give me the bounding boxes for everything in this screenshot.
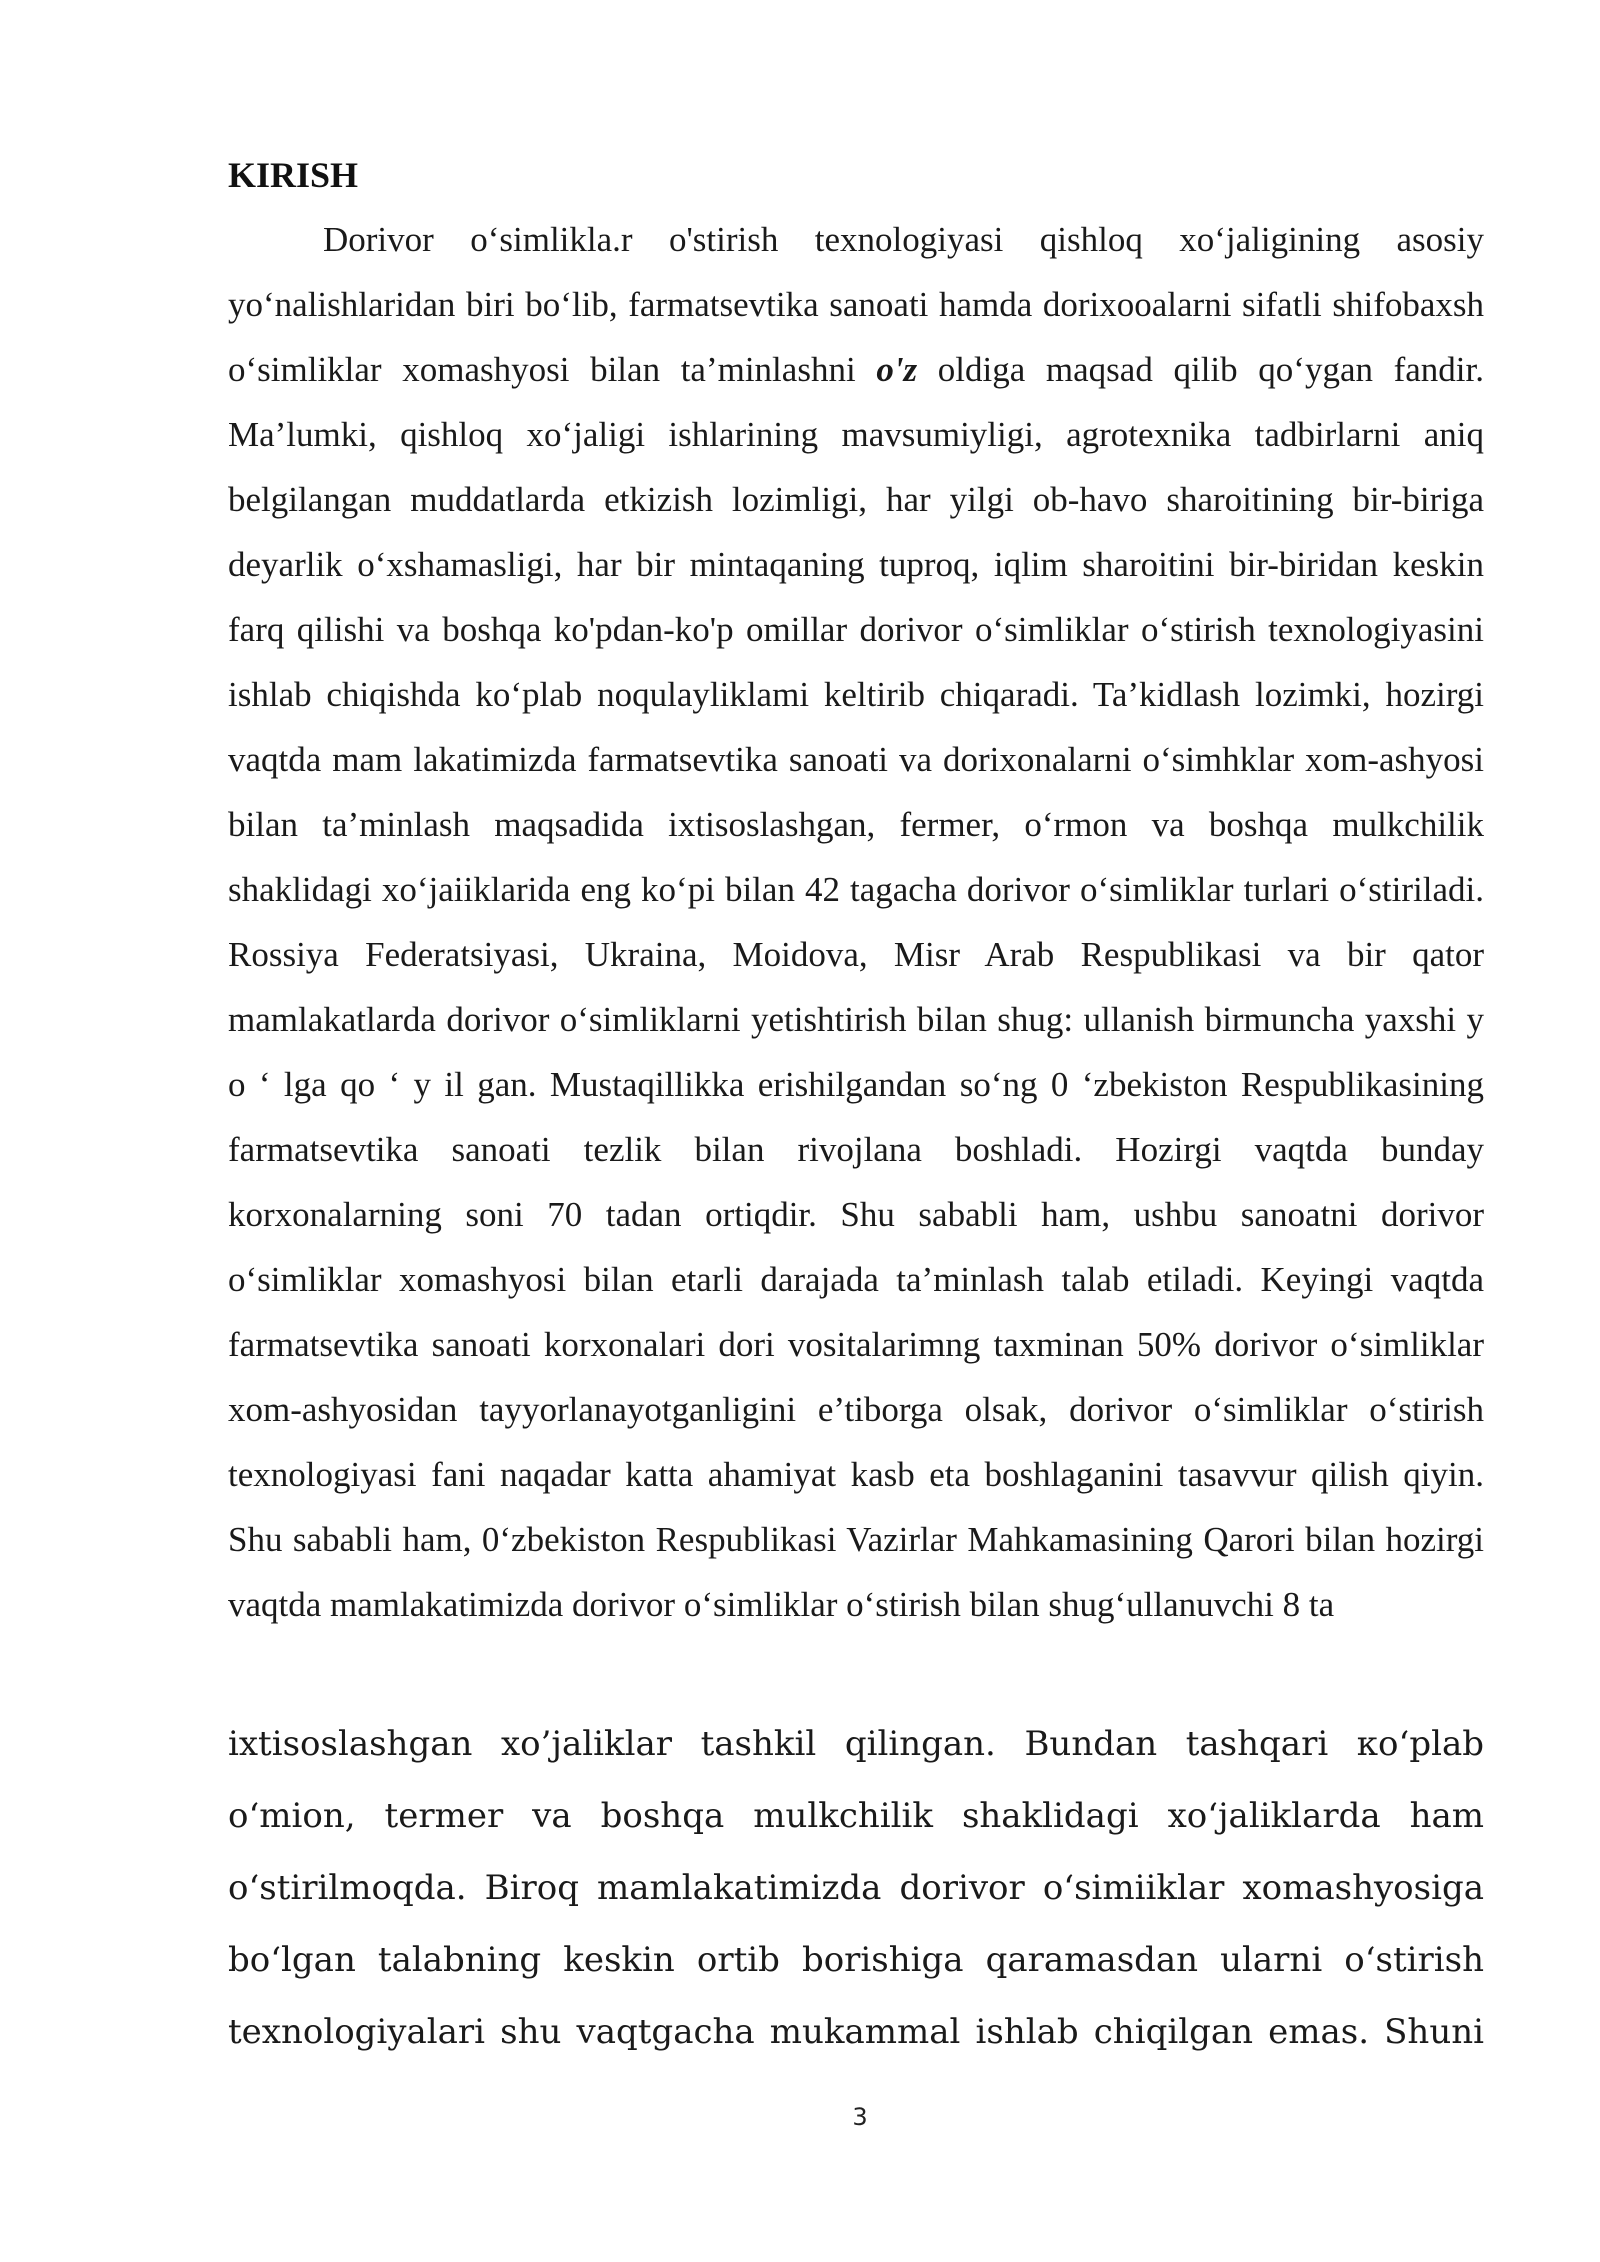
paragraph-text-part-1: Dorivor o‘simlikla.r o'stirish texnologiyasi qishloq xo‘jaligining asosiy yo‘nalishlaridan biri bo‘lib, farmatsevtika sanoati hamda dorixooalarni sifatli shifobaxsh o‘simliklar xomashyosi bilan ta’minlashni [228, 220, 1484, 389]
page-number: 3 [852, 2103, 868, 2131]
emphasized-word: o'z [876, 350, 918, 389]
paragraph-text-part-2: oldiga maqsad qilib qo‘ygan fandir. Ma’lumki, qishloq xo‘jaligi ishlarining mavsumiyligi, agrotexnika tadbirlarni aniq belgilangan muddatlarda etkizish lozimligi, har yilgi ob-havo sharoitining bir-biriga deyarlik o‘xshamasligi, har bir mintaqaning tuproq, iqlim sharoitini bir-biridan keskin farq qilishi va boshqa ko'pdan-ko'p omillar dorivor o‘simliklar o‘stirish texnologiyasini ishlab chiqishda ko‘plab noqulayliklami keltirib chiqaradi. Ta’kidlash lozimki, hozirgi vaqtda mam lakatimizda farmatsevtika sanoati va dorixonalarni o‘simhklar xom-ashyosi bilan ta’minlash maqsadida ixtisoslashgan, fermer, o‘rmon va boshqa mulkchilik shaklidagi xo‘jaiiklarida eng ko‘pi bilan 42 tagacha dorivor o‘simliklar turlari o‘stiriladi. Rossiya Federatsiyasi, Ukraina, Moidova, Misr Arab Respublikasi va bir qator mamlakatlarda dorivor o‘simliklarni yetishtirish bilan shug: ullanish birmuncha yaxshi y o ‘ lga qo ‘ y il gan. Mustaqillikka erishilgandan so‘ng 0 ‘zbekiston Respublikasining farmatsevtika sanoati tezlik bilan rivojlana boshladi. Hozirgi vaqtda bunday korxonalarning soni 70 tadan ortiqdir. Shu sababli ham, ushbu sanoatni dorivor o‘simliklar xomashyosi bilan etarli darajada ta’minlash talab etiladi. Keyingi vaqtda farmatsevtika sanoati korxonalari dori vositalarimng taxminan 50% dorivor o‘simliklar xom-ashyosidan tayyorlanayotganligini e’tiborga olsak, dorivor o‘simliklar o‘stirish texnologiyasi fani naqadar katta ahamiyat kasb eta boshlaganini tasavvur qilish qiyin. Shu sababli ham, 0‘zbekiston Respublikasi Vazirlar Mahkamasining Qarori bilan hozirgi vaqtda mamlakatimizda dorivor o‘simliklar o‘stirish bilan shug‘ullanuvchi 8 ta [228, 350, 1484, 1624]
section-heading: KIRISH [228, 155, 359, 195]
body-paragraph-continuation: ixtisoslashgan xo’jaliklar tashkil qilingan. Bundan tashqari ко‘plab o‘mion, termer va boshqa mulkchilik shaklidagi xo‘jaliklarda ham o‘stirilmoqda. Biroq mamlakatimizda dorivor o‘simiiklar xomashyosiga bo‘lgan talabning keskin ortib borishiga qaramasdan ularni o‘stirish texnologiyalari shu vaqtgacha mukammal ishlab chiqilgan emas. Shuni [228, 1724, 1484, 2052]
body-paragraph [228, 207, 1484, 1637]
